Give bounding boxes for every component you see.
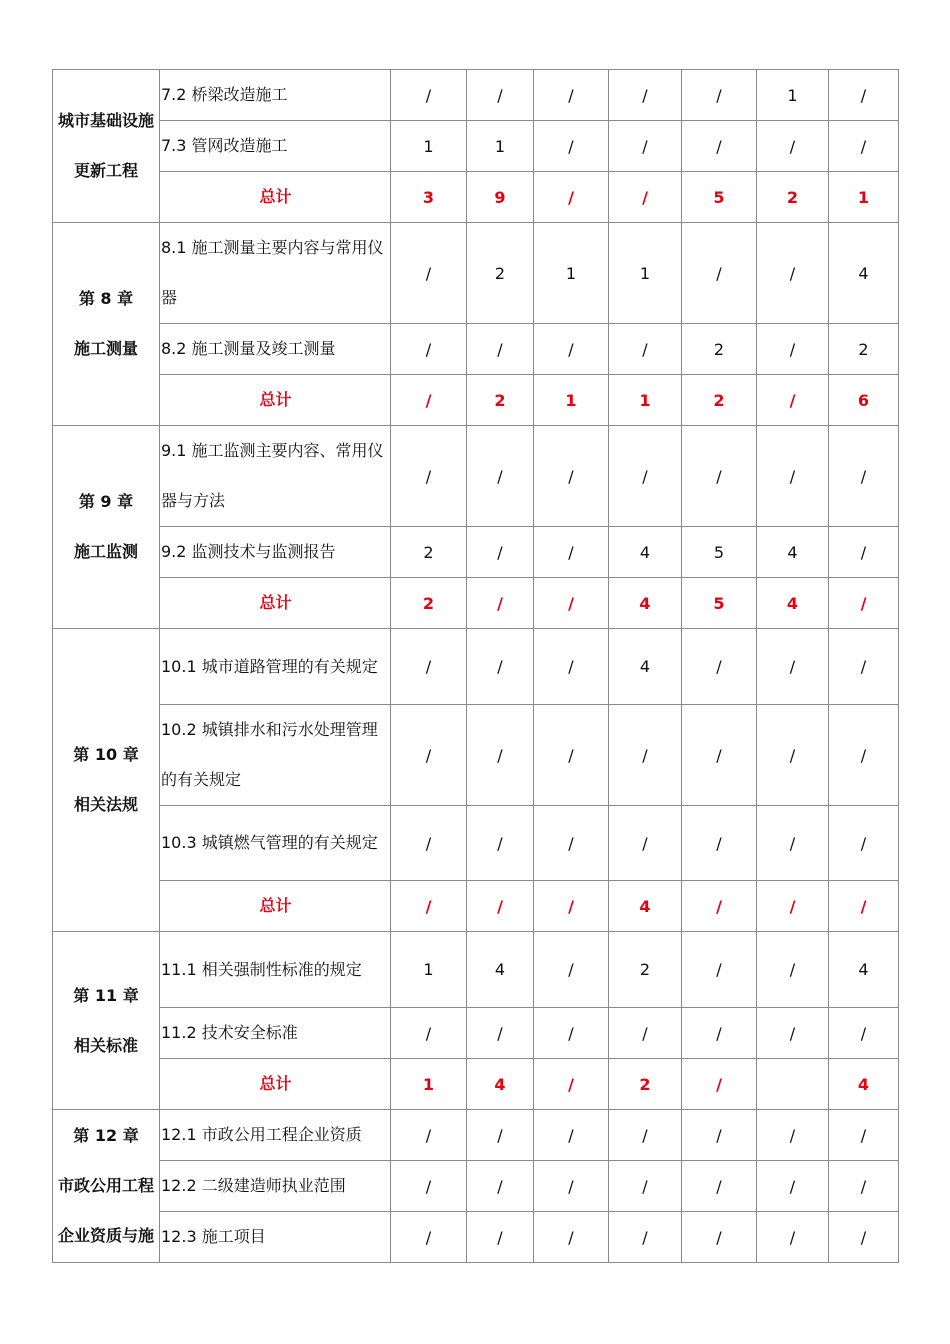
value-cell: /: [682, 1212, 757, 1263]
value-cell: /: [757, 1212, 829, 1263]
value-cell: /: [391, 375, 467, 426]
value-cell: /: [534, 1008, 609, 1059]
value-cell: /: [829, 1110, 899, 1161]
value-cell: 1: [609, 375, 682, 426]
section-label: 10.1 城市道路管理的有关规定: [160, 629, 391, 705]
value-cell: 6: [829, 375, 899, 426]
value-cell: 1: [757, 70, 829, 121]
value-cell: /: [534, 1110, 609, 1161]
value-cell: /: [757, 121, 829, 172]
total-row: [53, 172, 899, 223]
chapter-label: 市政公用工程: [57, 1176, 154, 1195]
value-cell: /: [829, 1161, 899, 1212]
value-cell: 1: [391, 1059, 467, 1110]
value-cell: /: [829, 1212, 899, 1263]
value-cell: /: [391, 881, 467, 932]
value-cell: /: [609, 1008, 682, 1059]
value-cell: /: [757, 806, 829, 881]
value-cell: /: [829, 578, 899, 629]
value-cell: /: [757, 932, 829, 1008]
table-row: [53, 1161, 899, 1212]
value-cell: /: [467, 426, 534, 527]
value-cell: /: [682, 1110, 757, 1161]
value-cell: /: [757, 705, 829, 806]
table-row: [53, 70, 899, 121]
total-label: 总计: [160, 881, 391, 932]
chapter-label: 相关标准: [73, 1035, 138, 1055]
table-row: [53, 806, 899, 881]
value-cell: 4: [757, 527, 829, 578]
value-cell: /: [682, 70, 757, 121]
value-cell: /: [534, 70, 609, 121]
section-label: 9.1 施工监测主要内容、常用仪器与方法: [160, 426, 391, 527]
value-cell: /: [467, 527, 534, 578]
value-cell: /: [534, 881, 609, 932]
total-label: 总计: [160, 375, 391, 426]
value-cell: /: [757, 881, 829, 932]
value-cell: 2: [467, 375, 534, 426]
chapter-label: 城市基础设施: [57, 111, 154, 130]
value-cell: /: [534, 324, 609, 375]
value-cell: /: [534, 426, 609, 527]
value-cell: /: [757, 223, 829, 324]
value-cell: /: [391, 629, 467, 705]
value-cell: /: [682, 1008, 757, 1059]
chapter-label: 施工测量: [73, 339, 138, 358]
value-cell: /: [609, 705, 682, 806]
value-cell: /: [391, 705, 467, 806]
value-cell: /: [467, 70, 534, 121]
value-cell: 2: [609, 1059, 682, 1110]
table-row: [53, 1110, 899, 1161]
table-row: [53, 705, 899, 806]
value-cell: /: [609, 806, 682, 881]
chapter-cell: [53, 70, 160, 223]
value-cell: /: [609, 324, 682, 375]
table-row: [53, 629, 899, 705]
total-row: [53, 881, 899, 932]
value-cell: /: [609, 1161, 682, 1212]
chapter-label: 企业资质与施: [57, 1226, 154, 1245]
value-cell: /: [534, 1212, 609, 1263]
value-cell: [757, 1059, 829, 1110]
value-cell: /: [467, 578, 534, 629]
value-cell: /: [757, 629, 829, 705]
value-cell: /: [391, 1212, 467, 1263]
value-cell: /: [757, 324, 829, 375]
table-row: [53, 1212, 899, 1263]
section-label: 11.2 技术安全标准: [160, 1008, 391, 1059]
value-cell: /: [757, 426, 829, 527]
value-cell: /: [757, 1161, 829, 1212]
value-cell: 2: [682, 375, 757, 426]
value-cell: /: [609, 1212, 682, 1263]
value-cell: 4: [609, 629, 682, 705]
value-cell: /: [467, 1161, 534, 1212]
section-label: 12.1 市政公用工程企业资质: [160, 1110, 391, 1161]
value-cell: /: [391, 1008, 467, 1059]
value-cell: /: [534, 932, 609, 1008]
value-cell: /: [757, 1110, 829, 1161]
value-cell: 2: [609, 932, 682, 1008]
value-cell: /: [467, 1008, 534, 1059]
value-cell: /: [391, 324, 467, 375]
value-cell: /: [829, 705, 899, 806]
value-cell: /: [391, 1161, 467, 1212]
value-cell: 2: [391, 578, 467, 629]
value-cell: 2: [391, 527, 467, 578]
value-cell: /: [757, 1008, 829, 1059]
chapter-cell: [53, 932, 160, 1110]
value-cell: /: [391, 426, 467, 527]
value-cell: /: [609, 70, 682, 121]
value-cell: 4: [829, 1059, 899, 1110]
section-label: 12.3 施工项目: [160, 1212, 391, 1263]
total-label: 总计: [160, 172, 391, 223]
total-row: [53, 1059, 899, 1110]
value-cell: /: [391, 223, 467, 324]
chapter-label: 第 9 章: [78, 492, 134, 511]
section-label: 7.3 管网改造施工: [160, 121, 391, 172]
table-row: [53, 1008, 899, 1059]
value-cell: /: [682, 1059, 757, 1110]
value-cell: 1: [829, 172, 899, 223]
section-label: 7.2 桥梁改造施工: [160, 70, 391, 121]
value-cell: 1: [609, 223, 682, 324]
value-cell: /: [391, 1110, 467, 1161]
value-cell: /: [829, 121, 899, 172]
value-cell: /: [534, 172, 609, 223]
table-row: [53, 223, 899, 324]
value-cell: /: [682, 881, 757, 932]
table-row: [53, 121, 899, 172]
chapter-cell: [53, 223, 160, 426]
total-row: [53, 375, 899, 426]
table-row: [53, 324, 899, 375]
value-cell: /: [467, 1110, 534, 1161]
chapter-label: 第 10 章: [73, 745, 139, 764]
value-cell: 4: [467, 1059, 534, 1110]
value-cell: 1: [391, 121, 467, 172]
table-row: [53, 932, 899, 1008]
value-cell: /: [534, 1059, 609, 1110]
value-cell: /: [534, 629, 609, 705]
value-cell: /: [682, 705, 757, 806]
value-cell: /: [682, 806, 757, 881]
statistics-table: [52, 69, 899, 1263]
value-cell: /: [682, 426, 757, 527]
value-cell: 4: [757, 578, 829, 629]
total-label: 总计: [160, 1059, 391, 1110]
value-cell: /: [829, 426, 899, 527]
value-cell: /: [467, 629, 534, 705]
chapter-label: 第 8 章: [78, 289, 134, 308]
value-cell: /: [829, 629, 899, 705]
chapter-label: 更新工程: [73, 161, 138, 180]
value-cell: /: [609, 172, 682, 223]
section-label: 11.1 相关强制性标准的规定: [160, 932, 391, 1008]
value-cell: 4: [829, 932, 899, 1008]
value-cell: 4: [829, 223, 899, 324]
value-cell: 4: [467, 932, 534, 1008]
section-label: 12.2 二级建造师执业范围: [160, 1161, 391, 1212]
chapter-cell: [53, 629, 160, 932]
chapter-label: 相关法规: [73, 795, 138, 814]
value-cell: /: [534, 705, 609, 806]
total-row: [53, 578, 899, 629]
value-cell: /: [829, 70, 899, 121]
value-cell: 2: [467, 223, 534, 324]
value-cell: /: [534, 527, 609, 578]
value-cell: 9: [467, 172, 534, 223]
value-cell: /: [682, 223, 757, 324]
value-cell: 4: [609, 527, 682, 578]
table-row: [53, 426, 899, 527]
value-cell: 2: [682, 324, 757, 375]
section-label: 10.2 城镇排水和污水处理管理的有关规定: [160, 705, 391, 806]
section-label: 8.2 施工测量及竣工测量: [160, 324, 391, 375]
chapter-cell: [53, 1110, 160, 1263]
value-cell: /: [682, 121, 757, 172]
value-cell: /: [682, 629, 757, 705]
chapter-label: 第 12 章: [73, 1126, 139, 1145]
total-label: 总计: [160, 578, 391, 629]
value-cell: /: [829, 527, 899, 578]
value-cell: /: [757, 375, 829, 426]
value-cell: /: [467, 806, 534, 881]
value-cell: /: [467, 705, 534, 806]
section-label: 10.3 城镇燃气管理的有关规定: [160, 806, 391, 881]
value-cell: /: [609, 426, 682, 527]
chapter-cell: [53, 426, 160, 629]
value-cell: 3: [391, 172, 467, 223]
value-cell: /: [534, 806, 609, 881]
value-cell: /: [467, 324, 534, 375]
chapter-label: 第 11 章: [73, 985, 139, 1005]
value-cell: /: [534, 1161, 609, 1212]
chapter-label: 施工监测: [73, 542, 138, 561]
value-cell: /: [682, 932, 757, 1008]
value-cell: /: [391, 806, 467, 881]
value-cell: /: [534, 121, 609, 172]
value-cell: 5: [682, 527, 757, 578]
value-cell: /: [829, 1008, 899, 1059]
value-cell: /: [829, 806, 899, 881]
value-cell: /: [829, 881, 899, 932]
value-cell: 2: [757, 172, 829, 223]
value-cell: 2: [829, 324, 899, 375]
table-row: [53, 527, 899, 578]
value-cell: 1: [467, 121, 534, 172]
value-cell: 5: [682, 578, 757, 629]
value-cell: 4: [609, 881, 682, 932]
value-cell: 1: [534, 375, 609, 426]
section-label: 9.2 监测技术与监测报告: [160, 527, 391, 578]
value-cell: 4: [609, 578, 682, 629]
value-cell: /: [609, 121, 682, 172]
value-cell: 5: [682, 172, 757, 223]
value-cell: 1: [391, 932, 467, 1008]
value-cell: /: [682, 1161, 757, 1212]
value-cell: /: [534, 578, 609, 629]
value-cell: /: [609, 1110, 682, 1161]
value-cell: /: [391, 70, 467, 121]
value-cell: /: [467, 881, 534, 932]
section-label: 8.1 施工测量主要内容与常用仪器: [160, 223, 391, 324]
value-cell: /: [467, 1212, 534, 1263]
value-cell: 1: [534, 223, 609, 324]
